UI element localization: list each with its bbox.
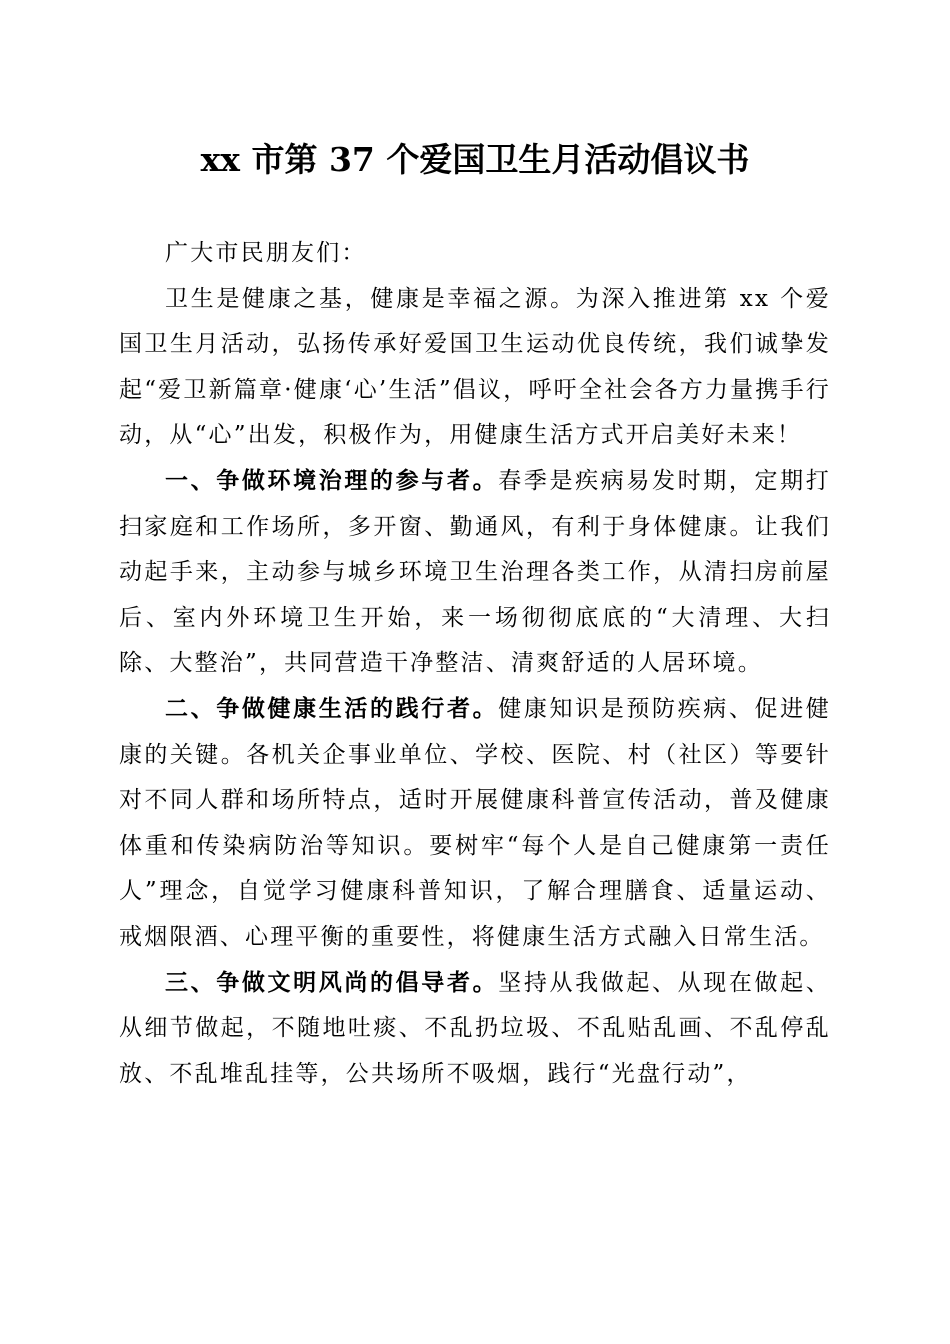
document-body (119, 231, 831, 1097)
section-paragraph-2 (119, 687, 831, 961)
section-paragraph-1 (119, 459, 831, 687)
section-text-1: 春季是疾病易发时期，定期打扫家庭和工作场所，多开窗、勤通风，有利于身体健康。让我们动起手来，主动参与城乡环境卫生治理各类工作，从清扫房前屋后、室内外环境卫生开始，来一场彻彻底底的“大清理、大扫除、大整治”，共同营造干净整洁、清爽舒适的人居环境。 (119, 467, 831, 677)
section-heading-3: 三、争做文明风尚的倡导者。 (165, 969, 499, 996)
section-paragraph-3 (119, 961, 831, 1098)
intro-paragraph: 卫生是健康之基，健康是幸福之源。为深入推进第 xx 个爱国卫生月活动，弘扬传承好爱国卫生运动优良传统，我们诚挚发起“爱卫新篇章·健康‘心’生活”倡议，呼吁全社会各方力量携手行动，从“心”出发，积极作为，用健康生活方式开启美好未来！ (119, 285, 831, 449)
section-text-3: 坚持从我做起、从现在做起、从细节做起，不随地吐痰、不乱扔垃圾、不乱贴乱画、不乱停乱放、不乱堆乱挂等，公共场所不吸烟，践行“光盘行动”， (119, 969, 831, 1087)
document-title: xx 市第 37 个爱国卫生月活动倡议书 (200, 140, 750, 179)
section-text-2: 健康知识是预防疾病、促进健康的关键。各机关企事业单位、学校、医院、村（社区）等要针对不同人群和场所特点，适时开展健康科普宣传活动，普及健康体重和传染病防治等知识。要树牢“每个人是自己健康第一责任人”理念，自觉学习健康科普知识，了解合理膳食、适量运动、戒烟限酒、心理平衡的重要性，将健康生活方式融入日常生活。 (119, 695, 831, 950)
section-heading-2: 二、争做健康生活的践行者。 (165, 695, 499, 722)
salutation: 广大市民朋友们： (165, 240, 367, 266)
section-heading-1: 一、争做环境治理的参与者。 (165, 467, 499, 494)
